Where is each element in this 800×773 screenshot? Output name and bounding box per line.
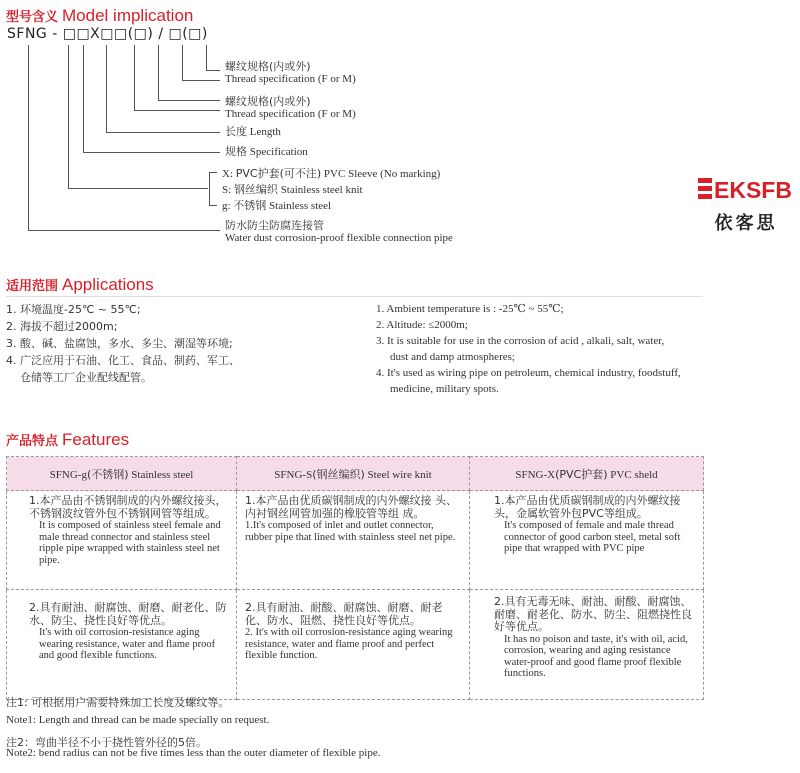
sleeve-bracket [209, 205, 217, 206]
applications-en-list [376, 301, 681, 397]
sleeve-bracket [209, 172, 217, 173]
connector-line [182, 80, 220, 81]
applications-section-title [6, 275, 154, 295]
connector-line [83, 152, 220, 153]
connector-line [28, 230, 220, 231]
connector-line [158, 45, 159, 100]
connector-line [182, 45, 183, 80]
features-title-en: Features [62, 430, 130, 449]
applications-cn-list [6, 301, 240, 386]
table-cell: 1.本产品由优质碳钢制成的内外螺纹接 头、内衬钢丝网管加强的橡胶管等组 成。 1.It's composed of inlet and outlet connector, rubber pipe that lined with stainless steel net pipe. [237, 491, 470, 590]
table-header-row [7, 457, 704, 491]
model-title-cn: 型号含义 [6, 10, 59, 25]
sleeve-option-s: S: 钢丝编织 Stainless steel knit [222, 183, 363, 196]
connector-line [134, 110, 220, 111]
logo-mark-icon [696, 175, 796, 203]
connector-line [134, 45, 135, 110]
connector-line [106, 45, 107, 132]
table-header-cell: SFNG-S(钢丝编织) Steel wire knit [237, 457, 470, 491]
features-section-title [6, 430, 129, 450]
label-specification: 规格 Specification [225, 145, 308, 158]
sleeve-option-x: X: PVC护套(可不注) PVC Sleeve (No marking) [222, 167, 441, 180]
features-table [6, 456, 704, 700]
note-2-en: Note2: bend radius can not be five times less than the outer diameter of flexible pipe. [6, 747, 381, 759]
model-code: SFNG - □□X□□(□) / □(□) [7, 26, 208, 42]
list-item: 4. It's used as wiring pipe on petroleum, chemical industry, foodstuff, [376, 367, 681, 379]
table-header-cell: SFNG-g(不锈钢) Stainless steel [7, 457, 237, 491]
table-cell: 2.具有耐油、耐酸、耐腐蚀、耐磨、耐老化、防水、阻燃、挠性良好等优点。 2. It's with oil corrosion-resistance aging wearing resistance, water and flame proof and perfect flexible function. [237, 590, 470, 700]
list-item: 1. Ambient temperature is : -25℃ ~ 55℃; [376, 303, 564, 315]
list-item: 4. 广泛应用于石油、化工、食品、制药、军工、 [6, 354, 240, 367]
list-item: dust and damp atmospheres; [390, 351, 515, 363]
label-product: 防水防尘防腐连接管 Water dust corrosion-proof flexible connection pipe [225, 219, 453, 244]
list-item: 3. It is suitable for use in the corrosion of acid , alkali, salt, water, [376, 335, 665, 347]
label-thread-spec-1: 螺纹规格(内或外) Thread specification (F or M) [225, 60, 356, 85]
features-title-cn: 产品特点 [6, 434, 59, 449]
connector-line [28, 45, 29, 230]
section-divider [6, 296, 703, 297]
model-section-title [6, 6, 193, 26]
list-item: 3. 酸、碱、盐腐蚀，多水、多尘、潮湿等环境; [6, 337, 233, 350]
table-row [7, 590, 704, 700]
connector-line [106, 132, 220, 133]
list-item: 2. 海拔不超过2000m; [6, 320, 118, 333]
connector-line [68, 188, 208, 189]
table-cell: 2.具有无毒无味、耐油、耐酸、耐腐蚀、耐磨、耐老化、防水、防尘、阻燃挠性良好等优点。 It has no poison and taste, it's with oil, acid, corrosion, wearing and aging resistance water-proof and good flame proof flexible functions. [470, 590, 704, 700]
list-item: 1. 环境温度-25℃ ~ 55℃; [6, 303, 141, 316]
sleeve-option-g: g: 不锈钢 Stainless steel [222, 199, 332, 212]
label-thread-spec-2: 螺纹规格(内或外) Thread specification (F or M) [225, 95, 356, 120]
table-header-cell: SFNG-X(PVC护套) PVC sheld [470, 457, 704, 491]
table-row [7, 491, 704, 590]
table-cell: 1.本产品由优质碳钢制成的内外螺纹接头，金属软管外包PVC等组成。 It's composed of female and male thread connector of good carbon steel, metal soft pipe that wrapped with PVC pipe [470, 491, 704, 590]
note-2-cn: 注2：弯曲半径不小于挠性管外径的5倍。 [6, 736, 207, 749]
list-item: medicine, military spots. [390, 383, 499, 395]
connector-line [83, 45, 84, 152]
connector-line [206, 45, 207, 70]
connector-line [158, 100, 220, 101]
model-title-en: Model implication [62, 6, 194, 25]
connector-line [206, 70, 220, 71]
note-1-cn: 注1: 可根据用户需要特殊加工长度及螺纹等。 [6, 696, 230, 709]
table-cell: 2.具有耐油、耐腐蚀、耐磨、耐老化、防水、防尘、挠性良好等优点。 It's with oil corrosion-resistance aging wearing resistance, water and flame proof and good flexible functions. [7, 590, 237, 700]
connector-line [68, 45, 69, 188]
list-item: 2. Altitude: ≤2000m; [376, 319, 468, 331]
table-cell: 1.本产品由不锈钢制成的内外螺纹接头，不锈钢波纹管外包不锈钢网管等组成。 It is composed of stainless steel female and male thread connector and stainless steel ripple pipe wrapped with stainless steel net pipe. [7, 491, 237, 590]
label-length: 长度 Length [225, 125, 281, 138]
logo-text: EKSFB [714, 177, 792, 203]
brand-name-cn: 依客思 [714, 213, 778, 234]
applications-title-cn: 适用范围 [6, 279, 59, 294]
applications-title-en: Applications [62, 275, 154, 294]
note-1-en: Note1: Length and thread can be made specially on request. [6, 714, 270, 726]
sleeve-options [222, 166, 440, 214]
sleeve-bracket [209, 172, 210, 206]
list-item: 仓储等工厂企业配线配管。 [20, 371, 152, 384]
brand-logo [696, 175, 796, 234]
